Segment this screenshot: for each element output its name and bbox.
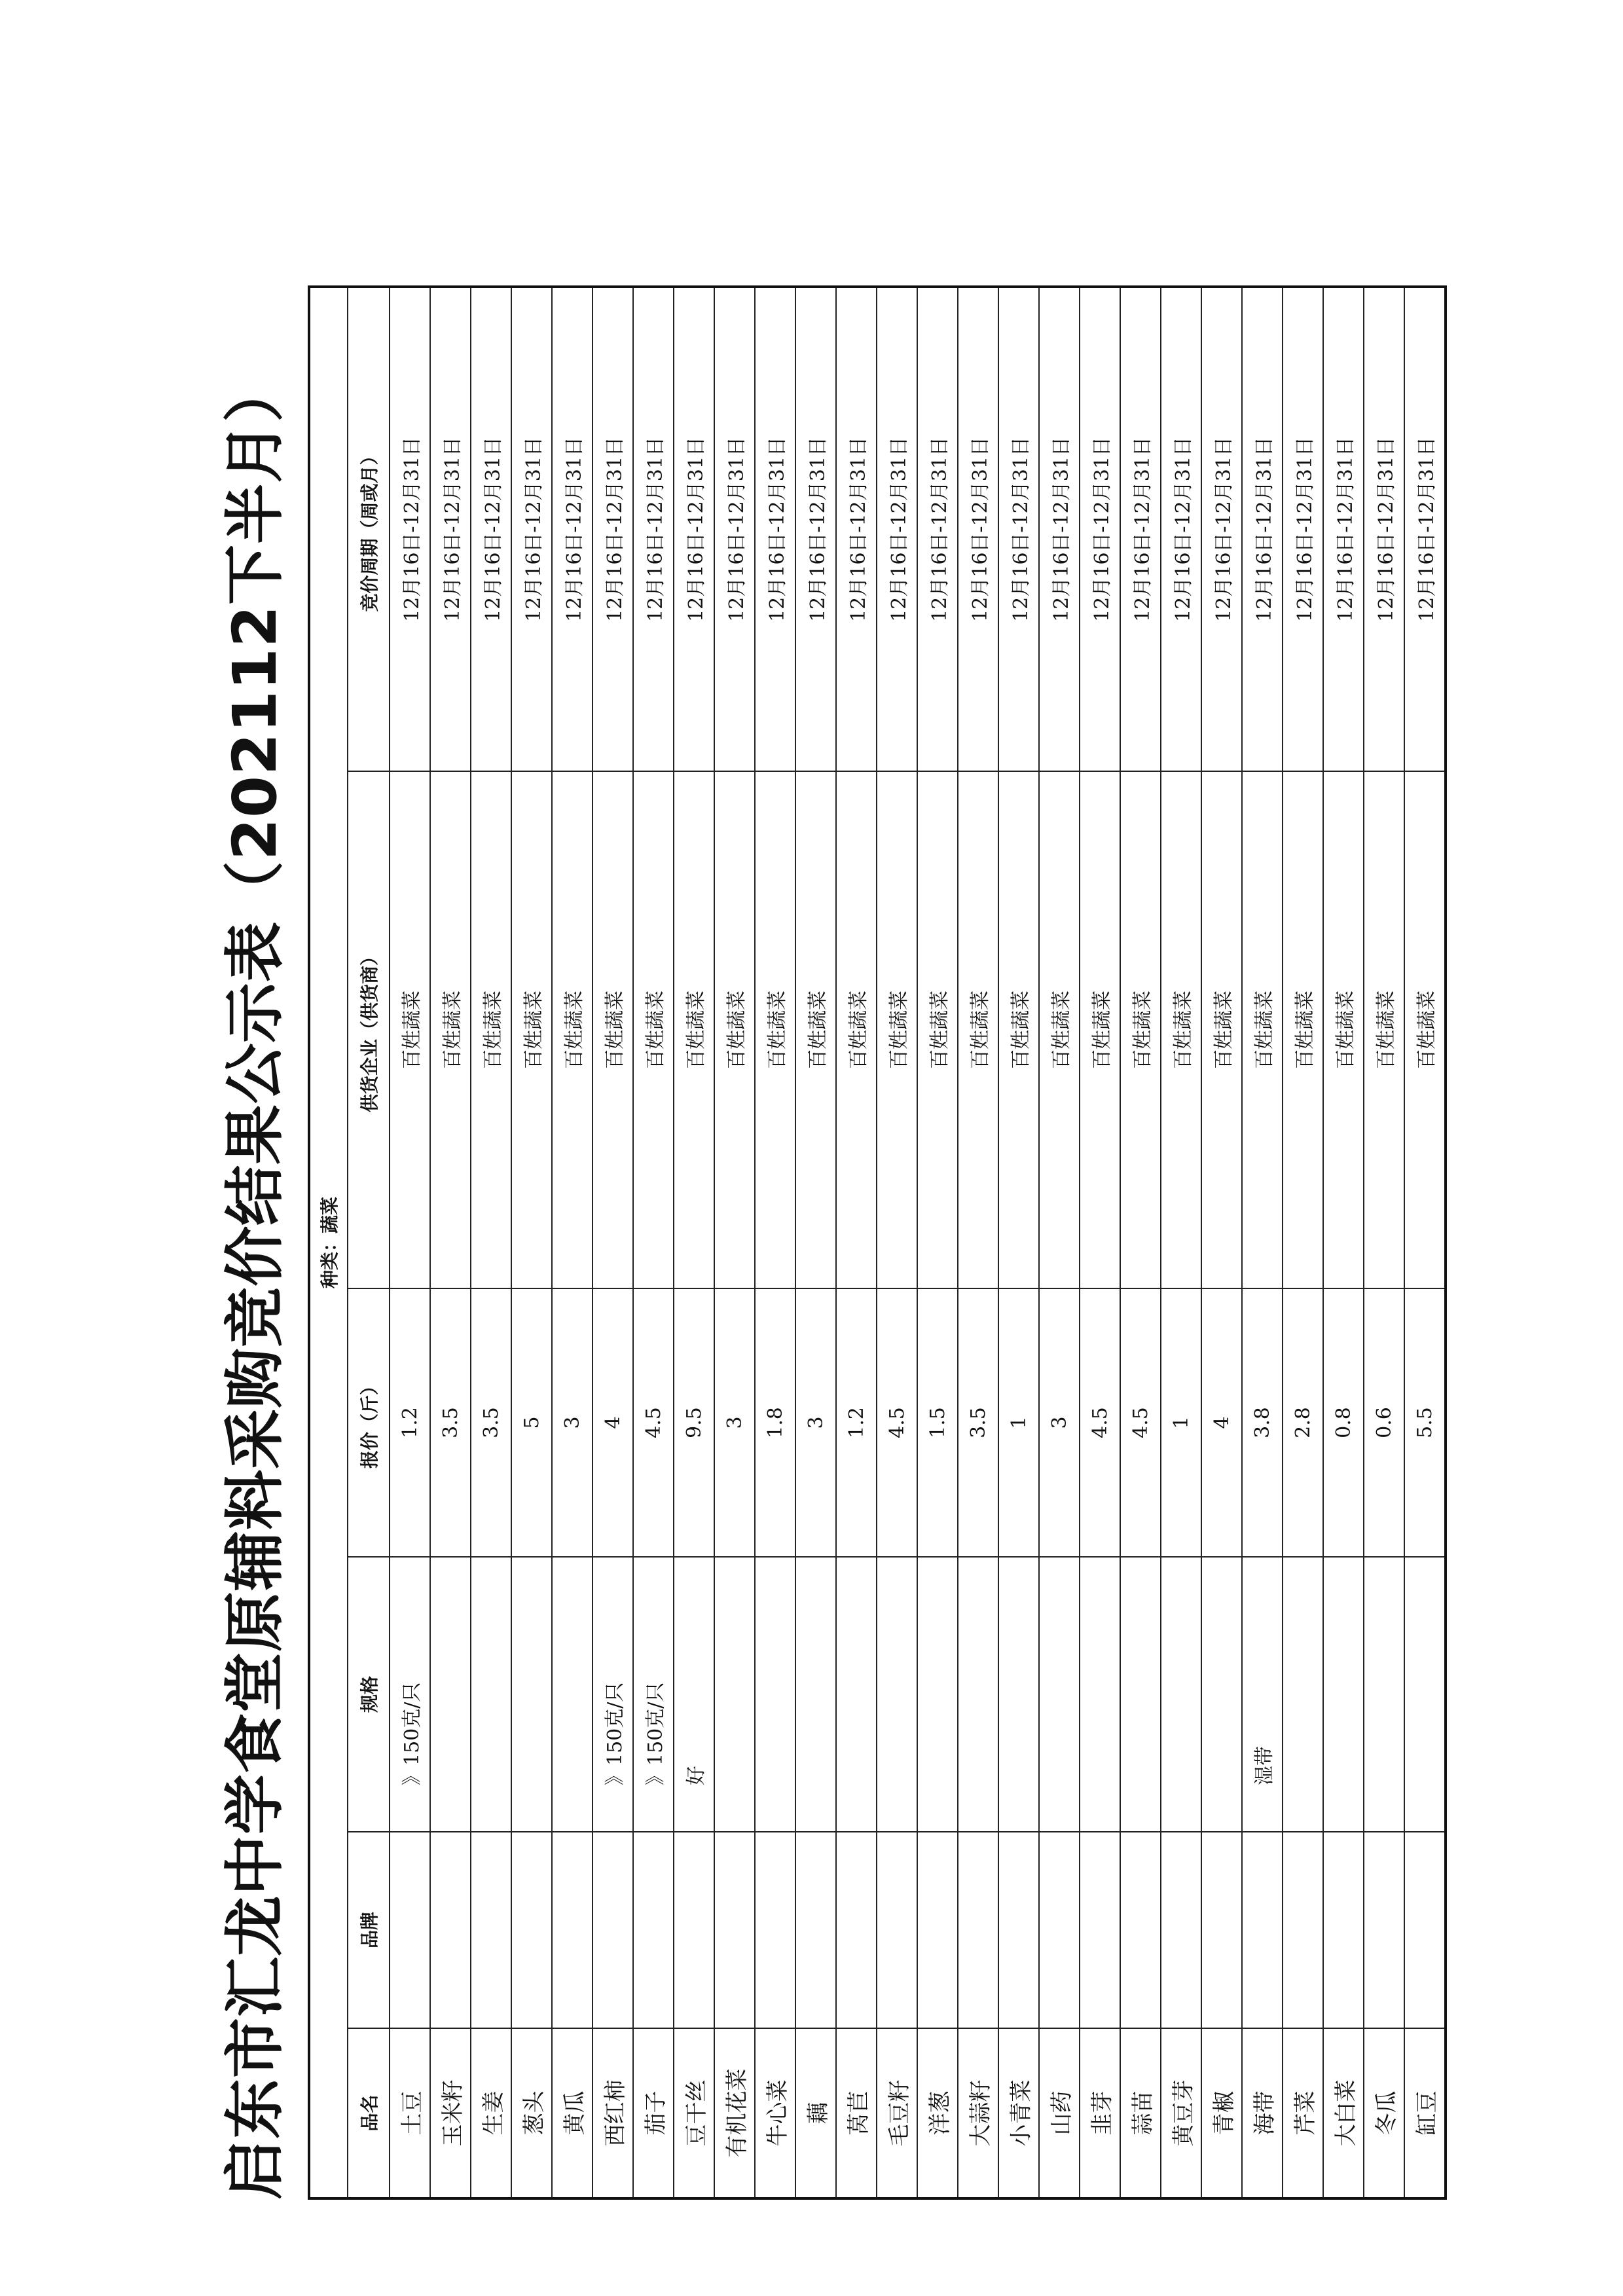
cell-brand xyxy=(1364,1832,1404,2028)
cell-spec xyxy=(1364,1557,1404,1832)
table-row xyxy=(877,287,917,2198)
cell-name: 土豆 xyxy=(390,2028,430,2198)
header-period: 竞价周期（周或月） xyxy=(348,287,390,771)
cell-supplier: 百姓蔬菜 xyxy=(1242,771,1283,1288)
cell-supplier: 百姓蔬菜 xyxy=(1283,771,1323,1288)
cell-supplier: 百姓蔬菜 xyxy=(430,771,471,1288)
table-row xyxy=(1080,287,1120,2198)
header-spec: 规格 xyxy=(348,1557,390,1832)
cell-brand xyxy=(633,1832,674,2028)
cell-spec xyxy=(998,1557,1039,1832)
cell-spec xyxy=(714,1557,755,1832)
cell-period: 12月16日-12月31日 xyxy=(1323,287,1364,771)
cell-period: 12月16日-12月31日 xyxy=(1161,287,1201,771)
cell-name: 海带 xyxy=(1242,2028,1283,2198)
cell-price: 4.5 xyxy=(633,1288,674,1557)
cell-name: 青椒 xyxy=(1201,2028,1242,2198)
cell-price: 3 xyxy=(552,1288,593,1557)
cell-period: 12月16日-12月31日 xyxy=(633,287,674,771)
cell-period: 12月16日-12月31日 xyxy=(836,287,877,771)
cell-brand xyxy=(674,1832,714,2028)
cell-price: 3.5 xyxy=(958,1288,998,1557)
cell-price: 0.6 xyxy=(1364,1288,1404,1557)
cell-name: 葱头 xyxy=(511,2028,552,2198)
cell-price: 3.8 xyxy=(1242,1288,1283,1557)
cell-brand xyxy=(1120,1832,1161,2028)
cell-brand xyxy=(958,1832,998,2028)
cell-period: 12月16日-12月31日 xyxy=(1201,287,1242,771)
document-title: 启东市汇龙中学食堂原辅料采购竞价结果公示表（202112下半月） xyxy=(220,361,290,2200)
cell-period: 12月16日-12月31日 xyxy=(390,287,430,771)
table-row xyxy=(593,287,633,2198)
cell-supplier: 百姓蔬菜 xyxy=(1120,771,1161,1288)
cell-period: 12月16日-12月31日 xyxy=(1080,287,1120,771)
cell-period: 12月16日-12月31日 xyxy=(795,287,836,771)
cell-supplier: 百姓蔬菜 xyxy=(1201,771,1242,1288)
cell-period: 12月16日-12月31日 xyxy=(511,287,552,771)
cell-period: 12月16日-12月31日 xyxy=(1364,287,1404,771)
header-price: 报价（斤） xyxy=(348,1288,390,1557)
cell-name: 蒜苗 xyxy=(1120,2028,1161,2198)
table-row xyxy=(714,287,755,2198)
cell-supplier: 百姓蔬菜 xyxy=(471,771,511,1288)
cell-spec xyxy=(836,1557,877,1832)
cell-period: 12月16日-12月31日 xyxy=(471,287,511,771)
cell-spec xyxy=(471,1557,511,1832)
cell-spec: 》150克/只 xyxy=(633,1557,674,1832)
cell-name: 韭芽 xyxy=(1080,2028,1120,2198)
cell-price: 9.5 xyxy=(674,1288,714,1557)
cell-name: 洋葱 xyxy=(917,2028,958,2198)
cell-name: 生姜 xyxy=(471,2028,511,2198)
table-row xyxy=(1201,287,1242,2198)
cell-name: 山药 xyxy=(1039,2028,1080,2198)
table-row xyxy=(633,287,674,2198)
cell-name: 西红柿 xyxy=(593,2028,633,2198)
table-row xyxy=(390,287,430,2198)
cell-supplier: 百姓蔬菜 xyxy=(511,771,552,1288)
cell-brand xyxy=(917,1832,958,2028)
table-row xyxy=(552,287,593,2198)
cell-price: 4 xyxy=(1201,1288,1242,1557)
header-name: 品名 xyxy=(348,2028,390,2198)
cell-supplier: 百姓蔬菜 xyxy=(1080,771,1120,1288)
cell-brand xyxy=(511,1832,552,2028)
cell-supplier: 百姓蔬菜 xyxy=(633,771,674,1288)
cell-supplier: 百姓蔬菜 xyxy=(1039,771,1080,1288)
cell-brand xyxy=(1201,1832,1242,2028)
cell-price: 4 xyxy=(593,1288,633,1557)
cell-price: 4.5 xyxy=(877,1288,917,1557)
cell-spec: 》150克/只 xyxy=(390,1557,430,1832)
cell-period: 12月16日-12月31日 xyxy=(755,287,795,771)
table-row xyxy=(1120,287,1161,2198)
cell-name: 小青菜 xyxy=(998,2028,1039,2198)
cell-price: 4.5 xyxy=(1120,1288,1161,1557)
table-row xyxy=(1161,287,1201,2198)
category-row xyxy=(309,287,348,2198)
cell-supplier: 百姓蔬菜 xyxy=(1364,771,1404,1288)
table-row xyxy=(471,287,511,2198)
cell-brand xyxy=(390,1832,430,2028)
cell-supplier: 百姓蔬菜 xyxy=(877,771,917,1288)
cell-name: 毛豆籽 xyxy=(877,2028,917,2198)
cell-name: 豆干丝 xyxy=(674,2028,714,2198)
cell-name: 藕 xyxy=(795,2028,836,2198)
cell-price: 3 xyxy=(1039,1288,1080,1557)
cell-spec xyxy=(795,1557,836,1832)
cell-supplier: 百姓蔬菜 xyxy=(390,771,430,1288)
cell-price: 3.5 xyxy=(430,1288,471,1557)
cell-period: 12月16日-12月31日 xyxy=(1283,287,1323,771)
cell-supplier: 百姓蔬菜 xyxy=(998,771,1039,1288)
cell-period: 12月16日-12月31日 xyxy=(1404,287,1446,771)
cell-spec xyxy=(755,1557,795,1832)
rotated-document xyxy=(203,288,1447,2200)
table-row xyxy=(1323,287,1364,2198)
table-row xyxy=(1039,287,1080,2198)
cell-supplier: 百姓蔬菜 xyxy=(674,771,714,1288)
table-row xyxy=(1404,287,1446,2198)
cell-spec xyxy=(1283,1557,1323,1832)
cell-supplier: 百姓蔬菜 xyxy=(1323,771,1364,1288)
cell-brand xyxy=(1161,1832,1201,2028)
cell-spec xyxy=(1120,1557,1161,1832)
cell-period: 12月16日-12月31日 xyxy=(1120,287,1161,771)
cell-brand xyxy=(1242,1832,1283,2028)
table-row xyxy=(998,287,1039,2198)
cell-spec xyxy=(1404,1557,1446,1832)
cell-supplier: 百姓蔬菜 xyxy=(714,771,755,1288)
cell-period: 12月16日-12月31日 xyxy=(430,287,471,771)
table-row xyxy=(795,287,836,2198)
cell-brand xyxy=(430,1832,471,2028)
cell-price: 1.2 xyxy=(836,1288,877,1557)
cell-supplier: 百姓蔬菜 xyxy=(1161,771,1201,1288)
cell-brand xyxy=(714,1832,755,2028)
cell-name: 黄瓜 xyxy=(552,2028,593,2198)
cell-price: 2.8 xyxy=(1283,1288,1323,1557)
cell-period: 12月16日-12月31日 xyxy=(998,287,1039,771)
table-row xyxy=(430,287,471,2198)
cell-name: 玉米籽 xyxy=(430,2028,471,2198)
cell-spec xyxy=(1080,1557,1120,1832)
procurement-table xyxy=(308,285,1447,2200)
cell-name: 茄子 xyxy=(633,2028,674,2198)
cell-spec xyxy=(1201,1557,1242,1832)
table-row xyxy=(958,287,998,2198)
table-row xyxy=(1242,287,1283,2198)
cell-name: 有机花菜 xyxy=(714,2028,755,2198)
cell-spec xyxy=(552,1557,593,1832)
cell-brand xyxy=(593,1832,633,2028)
cell-spec xyxy=(430,1557,471,1832)
cell-supplier: 百姓蔬菜 xyxy=(593,771,633,1288)
header-row xyxy=(348,287,390,2198)
cell-supplier: 百姓蔬菜 xyxy=(1404,771,1446,1288)
cell-brand xyxy=(877,1832,917,2028)
cell-period: 12月16日-12月31日 xyxy=(1039,287,1080,771)
cell-brand xyxy=(1283,1832,1323,2028)
cell-price: 1.8 xyxy=(755,1288,795,1557)
table-row xyxy=(836,287,877,2198)
cell-brand xyxy=(795,1832,836,2028)
cell-price: 1 xyxy=(998,1288,1039,1557)
cell-price: 3 xyxy=(714,1288,755,1557)
cell-price: 3.5 xyxy=(471,1288,511,1557)
cell-price: 1.2 xyxy=(390,1288,430,1557)
table-row xyxy=(755,287,795,2198)
cell-brand xyxy=(998,1832,1039,2028)
header-supplier: 供货企业（供货商） xyxy=(348,771,390,1288)
category-label: 种类：蔬菜 xyxy=(309,287,348,2198)
cell-period: 12月16日-12月31日 xyxy=(593,287,633,771)
cell-brand xyxy=(1404,1832,1446,2028)
table-row xyxy=(1364,287,1404,2198)
cell-price: 3 xyxy=(795,1288,836,1557)
cell-supplier: 百姓蔬菜 xyxy=(552,771,593,1288)
cell-spec xyxy=(958,1557,998,1832)
table-row xyxy=(674,287,714,2198)
cell-price: 5.5 xyxy=(1404,1288,1446,1557)
cell-name: 冬瓜 xyxy=(1364,2028,1404,2198)
cell-supplier: 百姓蔬菜 xyxy=(917,771,958,1288)
cell-spec xyxy=(1323,1557,1364,1832)
table-row xyxy=(511,287,552,2198)
header-brand: 品牌 xyxy=(348,1832,390,2028)
cell-supplier: 百姓蔬菜 xyxy=(836,771,877,1288)
cell-price: 5 xyxy=(511,1288,552,1557)
cell-name: 黄豆芽 xyxy=(1161,2028,1201,2198)
cell-spec xyxy=(1161,1557,1201,1832)
cell-spec: 湿带 xyxy=(1242,1557,1283,1832)
table-row xyxy=(1283,287,1323,2198)
cell-brand xyxy=(552,1832,593,2028)
cell-price: 1 xyxy=(1161,1288,1201,1557)
cell-name: 莴苣 xyxy=(836,2028,877,2198)
cell-spec xyxy=(511,1557,552,1832)
cell-supplier: 百姓蔬菜 xyxy=(795,771,836,1288)
cell-spec xyxy=(917,1557,958,1832)
cell-period: 12月16日-12月31日 xyxy=(674,287,714,771)
cell-brand xyxy=(836,1832,877,2028)
cell-brand xyxy=(1039,1832,1080,2028)
cell-name: 大白菜 xyxy=(1323,2028,1364,2198)
cell-period: 12月16日-12月31日 xyxy=(917,287,958,771)
cell-brand xyxy=(755,1832,795,2028)
cell-spec xyxy=(877,1557,917,1832)
cell-name: 牛心菜 xyxy=(755,2028,795,2198)
cell-period: 12月16日-12月31日 xyxy=(958,287,998,771)
cell-period: 12月16日-12月31日 xyxy=(1242,287,1283,771)
cell-brand xyxy=(1080,1832,1120,2028)
cell-period: 12月16日-12月31日 xyxy=(877,287,917,771)
cell-spec xyxy=(1039,1557,1080,1832)
cell-period: 12月16日-12月31日 xyxy=(714,287,755,771)
cell-name: 大蒜籽 xyxy=(958,2028,998,2198)
cell-supplier: 百姓蔬菜 xyxy=(958,771,998,1288)
cell-spec: 》150克/只 xyxy=(593,1557,633,1832)
cell-brand xyxy=(1323,1832,1364,2028)
cell-supplier: 百姓蔬菜 xyxy=(755,771,795,1288)
cell-price: 4.5 xyxy=(1080,1288,1120,1557)
cell-spec: 好 xyxy=(674,1557,714,1832)
cell-name: 芹菜 xyxy=(1283,2028,1323,2198)
cell-brand xyxy=(471,1832,511,2028)
cell-price: 0.8 xyxy=(1323,1288,1364,1557)
cell-name: 缸豆 xyxy=(1404,2028,1446,2198)
table-row xyxy=(917,287,958,2198)
cell-price: 1.5 xyxy=(917,1288,958,1557)
cell-period: 12月16日-12月31日 xyxy=(552,287,593,771)
